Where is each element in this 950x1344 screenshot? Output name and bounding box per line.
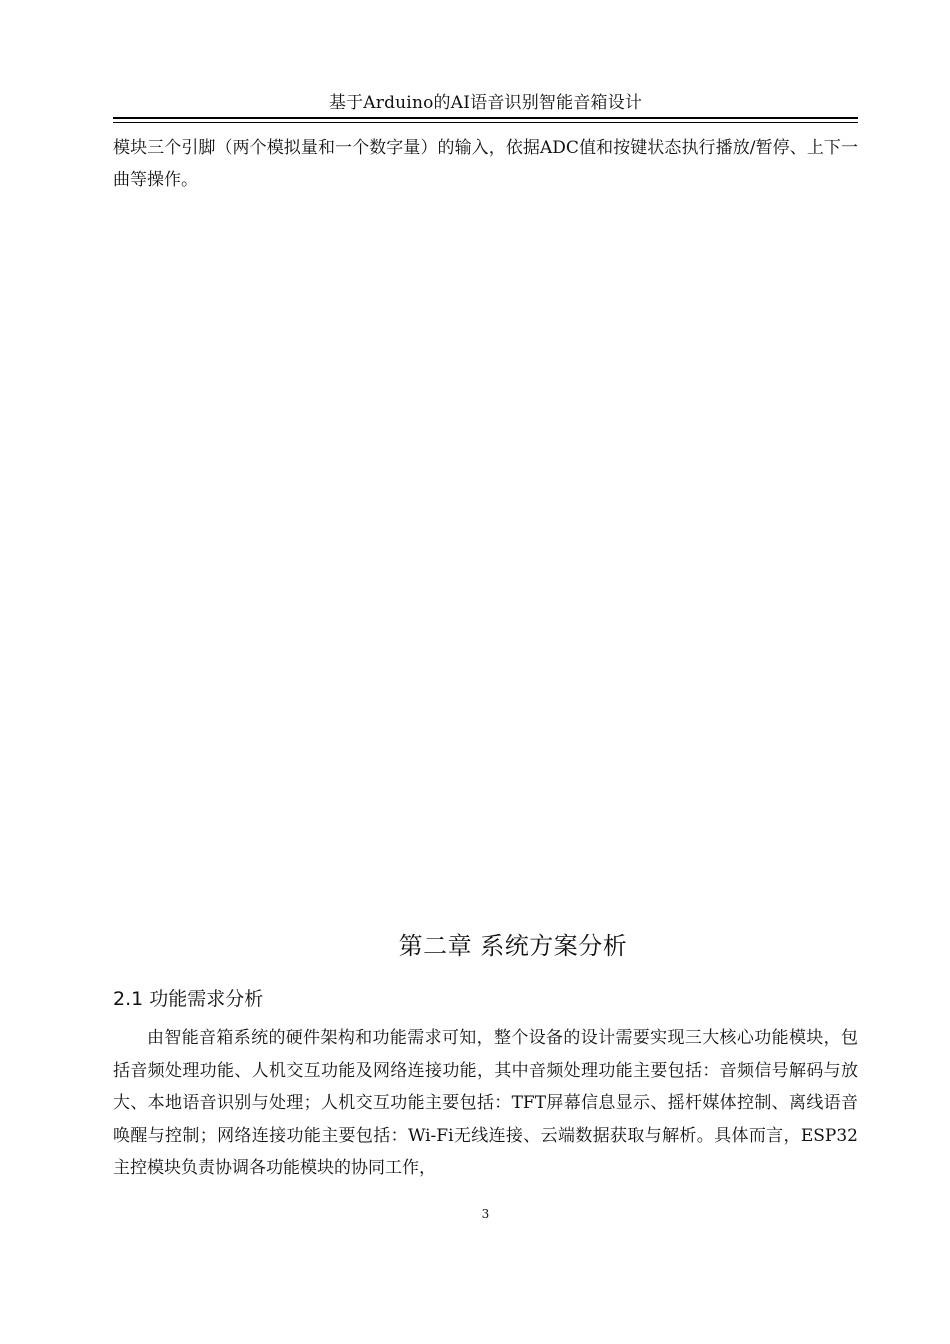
header-rule-thin — [113, 122, 858, 123]
section-paragraph: 由智能音箱系统的硬件架构和功能需求可知，整个设备的设计需要实现三大核心功能模块，包括音频处理功能、人机交互功能及网络连接功能，其中音频处理功能主要包括：音频信号解码与放大、本地语音识别与处理；人机交互功能主要包括：TFT屏幕信息显示、摇杆媒体控制、离线语音唤醒与控制；网络连接功能主要包括：Wi-Fi无线连接、云端数据获取与解析。具体而言，ESP32主控模块负责协调各功能模块的协同工作， — [113, 1028, 858, 1178]
header-rule-thick — [113, 117, 858, 119]
continued-paragraph: 模块三个引脚（两个模拟量和一个数字量）的输入，依据ADC值和按键状态执行播放/暂停、上下一曲等操作。 — [113, 138, 858, 190]
page-number: 3 — [481, 1207, 490, 1221]
running-header: 基于Arduino的AI语音识别智能音箱设计 — [328, 93, 643, 113]
chapter-title: 第二章 系统方案分析 — [398, 932, 628, 960]
section-title: 2.1 功能需求分析 — [113, 988, 264, 1010]
